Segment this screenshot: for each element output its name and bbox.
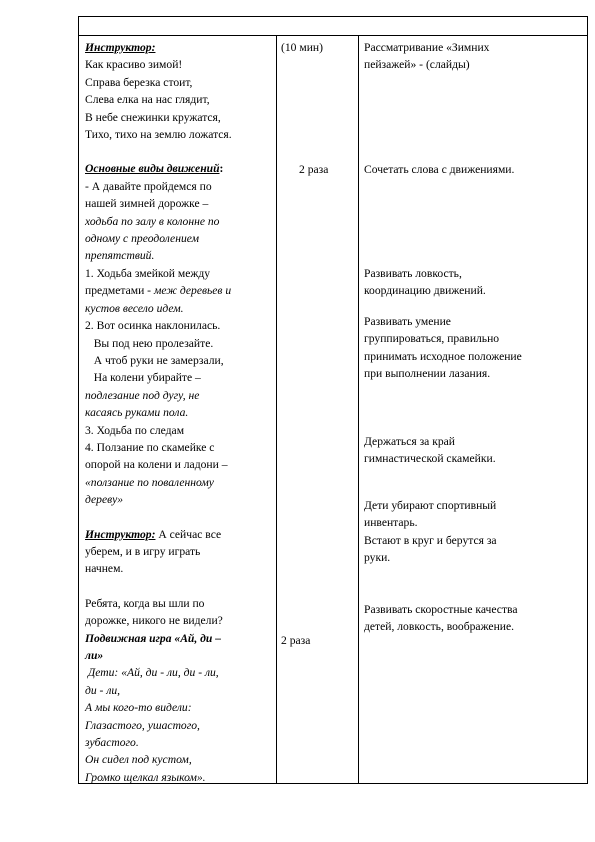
lesson-table <box>78 16 588 784</box>
instructor2-line: начнем. <box>85 562 124 576</box>
note-block <box>364 265 582 300</box>
instructor2-text: А сейчас все <box>155 527 222 541</box>
walk-intro-italic: препятствий. <box>85 249 155 263</box>
note-line: инвентарь. <box>364 516 418 530</box>
note-block <box>364 497 582 567</box>
step2-line: А чтоб руки не замерзали, <box>85 353 224 367</box>
poem-line: Справа березка стоит, <box>85 75 193 89</box>
note-block <box>364 433 582 468</box>
step4-line: 4. Ползание по скамейке с <box>85 440 215 454</box>
poem-line: Тихо, тихо на землю ложатся. <box>85 128 232 142</box>
spacer <box>85 143 273 160</box>
reps-text: 2 раза <box>299 163 329 176</box>
game-verse-line: Он сидел под кустом, <box>85 753 192 767</box>
instructor2-line: уберем, и в игру играть <box>85 544 201 558</box>
instructor2-line <box>85 526 273 543</box>
note-line: группироваться, правильно <box>364 332 500 346</box>
note-line: принимать исходное положение <box>364 349 522 363</box>
step4-line: опорой на колени и ладони – <box>85 458 228 472</box>
game-verse-line: А мы кого-то видели: <box>85 701 192 715</box>
note-line: координацию движений. <box>364 284 486 298</box>
step2-line: На колени убирайте – <box>85 371 201 385</box>
note-line: пейзажей» - (слайды) <box>364 58 470 72</box>
walk-intro-line: - А давайте пройдемся по <box>85 179 212 193</box>
note-line: руки. <box>364 551 391 565</box>
note-block <box>364 313 582 383</box>
game-verse-line: ди - ли, <box>85 683 121 697</box>
game-title: ли» <box>85 649 104 662</box>
note-block <box>364 161 582 178</box>
note-block <box>364 39 582 74</box>
note-line: Встают в круг и берутся за <box>364 533 497 547</box>
game-verse-line: зубастого. <box>85 736 139 750</box>
note-line: Развивать умение <box>364 315 451 328</box>
question-line: Ребята, когда вы шли по <box>85 596 205 610</box>
duration-text: (10 мин) <box>281 41 323 54</box>
note-line: Развивать ловкость, <box>364 267 462 280</box>
note-block <box>364 601 582 636</box>
activity-column <box>85 39 273 786</box>
step2-italic: касаясь руками пола. <box>85 406 189 420</box>
step1-line <box>85 282 273 299</box>
duration-column <box>281 39 355 779</box>
main-moves-heading <box>85 160 273 177</box>
step2-line: Вы под нею пролезайте. <box>85 336 214 350</box>
step1-plain: предметами - <box>85 284 154 298</box>
step2-italic: подлезание под дугу, не <box>85 388 200 402</box>
step3-line: 3. Ходьба по следам <box>85 423 185 437</box>
poem-line: Слева елка на нас глядит, <box>85 93 210 107</box>
column-divider-2 <box>358 35 359 783</box>
step1-italic-line: кустов весело идем. <box>85 301 184 315</box>
note-line: гимнастической скамейки. <box>364 452 496 466</box>
column-divider-1 <box>276 35 277 783</box>
main-moves-colon: : <box>219 162 224 176</box>
walk-intro-italic: ходьба по залу в колонне по <box>85 214 220 228</box>
note-line: Сочетать слова с движениями. <box>364 163 515 176</box>
step1-line: 1. Ходьба змейкой между <box>85 266 211 280</box>
game-verse-line: Глазастого, ушастого, <box>85 718 200 732</box>
instructor2-label: Инструктор: <box>85 527 156 541</box>
spacer <box>85 509 273 526</box>
walk-intro-italic: одному с преодолением <box>85 232 200 246</box>
note-line: Рассматривание «Зимних <box>364 41 490 54</box>
poem-line: Как красиво зимой! <box>85 58 183 72</box>
main-moves-label: Основные виды движений <box>85 162 220 176</box>
step1-italic: меж деревьев и <box>153 284 232 298</box>
note-line: при выполнении лазания. <box>364 367 491 381</box>
game-title: Подвижная игра «Ай, ди – <box>85 631 222 645</box>
note-line: Держаться за край <box>364 435 455 448</box>
game-verse-line: Дети: «Ай, ди - ли, ди - ли, <box>85 666 219 680</box>
note-line: детей, ловкость, воображение. <box>364 620 515 634</box>
table-header-row <box>79 17 587 36</box>
spacer <box>85 578 273 595</box>
note-line: Дети убирают спортивный <box>364 499 497 512</box>
step4-italic: дереву» <box>85 493 124 507</box>
walk-intro-line: нашей зимней дорожке – <box>85 197 209 211</box>
game-verse-line: Громко щелкал языком». <box>85 770 206 784</box>
step4-italic: «ползание по поваленному <box>85 475 214 489</box>
question-line: дорожке, никого не видели? <box>85 614 223 628</box>
reps-text: 2 раза <box>281 634 311 647</box>
instructor-label: Инструктор: <box>85 41 156 54</box>
notes-column <box>364 39 582 779</box>
step2-line: 2. Вот осинка наклонилась. <box>85 319 221 333</box>
note-line: Развивать скоростные качества <box>364 603 518 616</box>
poem-line: В небе снежинки кружатся, <box>85 110 221 124</box>
